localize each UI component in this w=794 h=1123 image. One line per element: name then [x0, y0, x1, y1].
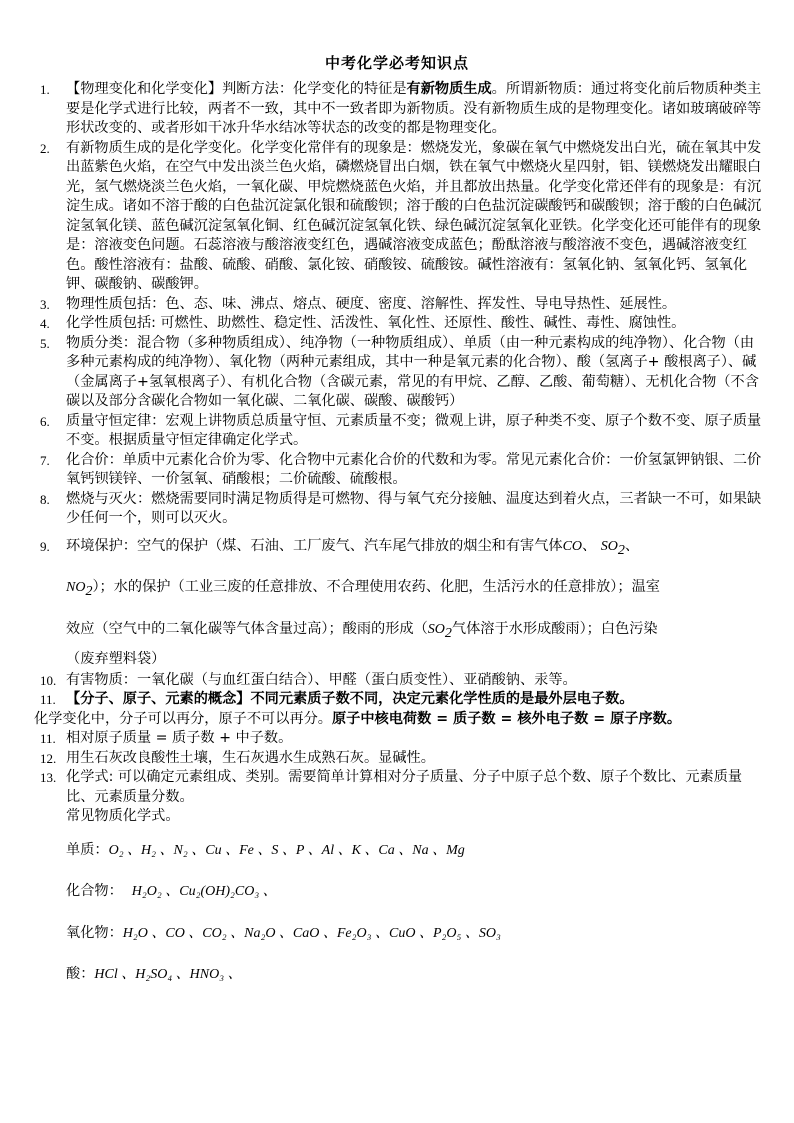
- page-title: 中考化学必考知识点: [324, 54, 469, 72]
- item-text: 有害物质：一氧化碳（与血红蛋白结合）、甲醛（蛋白质变性）、亚硝酸钠、汞等。: [66, 671, 577, 688]
- list-item-environment: [40, 535, 764, 671]
- item-number: 2.: [40, 140, 50, 156]
- list-item: [40, 451, 764, 490]
- item-number: 8.: [40, 491, 50, 507]
- item-text: 化合价：单质中元素化合价为零、化合物中元素化合价的代数和为零。常见元素化合价：一价氢氯钾钠银、二价氧钙钡镁锌、一价氢氧、硝酸根；二价硫酸、硫酸根。: [66, 451, 762, 487]
- item-text: 化学性质包括: 可燃性、助燃性、稳定性、活泼性、氧化性、还原性、酸性、碱性、毒性、腐蚀性。: [66, 315, 686, 331]
- list-item: [40, 314, 764, 334]
- formula-oxides: 氧化物：H₂O 、CO 、CO₂ 、Na₂O 、CaO 、Fe₂O₃ 、CuO 、P₂O₅ 、SO₃: [66, 924, 501, 941]
- list-item: [40, 295, 764, 315]
- item-number: 11.: [40, 731, 56, 747]
- item-text: 用生石灰改良酸性土壤，生石灰遇水生成熟石灰。显碱性。: [66, 749, 435, 766]
- item-number: 4.: [40, 316, 50, 331]
- formula-acids: 酸：HCl 、H₂SO₄ 、HNO₃ 、: [66, 966, 242, 983]
- item-text: 化学式: 可以确定元素组成、类别。需要简单计算相对分子质量、分子中原子总个数、原子个数比、元素质量比、元素质量分数。 常见物质化学式。: [66, 769, 743, 825]
- formula-elements: 单质：O₂ 、H₂ 、N₂ 、Cu 、Fe 、S 、P 、Al 、K 、Ca 、Na 、Mg: [66, 841, 465, 858]
- list-item: [40, 749, 764, 769]
- item-text: 相对原子质量 = 质子数 + 中子数。: [66, 730, 293, 747]
- list-item: [40, 490, 764, 529]
- item-number: 9.: [40, 538, 50, 554]
- list-item: [40, 139, 764, 295]
- formula-compounds: 化合物： H₂O₂ 、Cu₂(OH)₂CO₃ 、: [66, 883, 277, 900]
- item-number: 7.: [40, 452, 50, 468]
- item-text: 有新物质生成的是化学变化。化学变化常伴有的现象是：燃烧发光，象碳在氧气中燃烧发出白光，硫在氧其中发出蓝紫色火焰，在空气中发出淡兰色火焰，磷燃烧冒出白烟，铁在氧气中燃烧火星四射，铝、镁燃烧发出耀眼白光，氢气燃烧淡兰色火焰，一氧化碳、甲烷燃烧蓝色火焰，并且都放出热量。化学变化常还伴有的现象是：有沉淀生成。诸如不溶于酸的白色盐沉淀氯化银和硫酸钡；溶于酸的白色盐沉淀碳酸钙和碳酸钡；溶于酸的白色碱沉淀氢氧化镁、蓝色碱沉淀氢氧化铜、红色碱沉淀氢氧化铁、绿色碱沉淀氢氧化亚铁。化学变化还可能伴有的现象是：溶液变色问题。石蕊溶液与酸溶液变红色，遇碱溶液变成蓝色；酚酞溶液与酸溶液不变色，遇碱溶液变红色。酸性溶液有：盐酸、硫酸、硝酸、氯化铵、硝酸铵、硫酸铵。碱性溶液有：氢氧化钠、氢氧化钙、氢氧化钾、碳酸钠、碳酸钾。: [66, 139, 762, 292]
- item-number: 5.: [40, 335, 50, 351]
- item-text: 物质分类：混合物（多种物质组成）、纯净物（一种物质组成）、单质（由一种元素构成的纯净物）、化合物（由多种元素构成的纯净物）、氧化物（两种元素组成，其中一种是氧元素的化合物）、酸（氢离子+ 酸根离子）、碱（金属离子+氢氧根离子）、有机化合物（含碳元素，常见的有甲烷、乙醇、乙酸、葡萄糖）、无机化合物（不含碳以及部分含碳化合物如一氧化碳、二氧化碳、碳酸、碳酸钙）: [66, 334, 759, 409]
- list-item: [40, 690, 764, 710]
- item-number: 11.: [40, 692, 56, 708]
- item-text: 【物理变化和化学变化】判断方法：化学变化的特征是有新物质生成。所谓新物质：通过将变化前后物质种类主要是化学式进行比较，两者不一致，其中不一致者即为新物质。没有新物质生成的是物理变化。诸如玻璃破碎等形状改变的、或者形如干冰升华水结冰等状态的改变的都是物理变化。: [66, 81, 762, 136]
- list-item: [40, 334, 764, 412]
- item-text: 燃烧与灭火：燃烧需要同时满足物质得是可燃物、得与氧气充分接触、温度达到着火点，三者缺一不可，如果缺少任何一个，则可以灭火。: [66, 490, 762, 526]
- list-item: [40, 729, 764, 749]
- paragraph: 化学变化中，分子可以再分，原子不可以再分。原子中核电荷数 = 质子数 = 核外电子数 = 原子序数。: [34, 710, 682, 727]
- document-body: [34, 80, 764, 985]
- item-text: 质量守恒定律：宏观上讲物质总质量守恒、元素质量不变；微观上讲，原子种类不变、原子个数不变、原子质量不变。根据质量守恒定律确定化学式。: [66, 412, 762, 448]
- item-number: 10.: [40, 672, 57, 688]
- item-text: 物理性质包括：色、态、味、沸点、熔点、硬度、密度、溶解性、挥发性、导电导热性、延展性。: [66, 295, 677, 312]
- item-number: 12.: [40, 750, 57, 766]
- item-text: 【分子、原子、元素的概念】不同元素质子数不同，决定元素化学性质的是最外层电子数。: [66, 691, 634, 708]
- list-item: [40, 768, 764, 827]
- list-item: [40, 671, 764, 691]
- item-number: 13.: [40, 770, 57, 786]
- item-number: 1.: [40, 82, 50, 97]
- list-item: [40, 80, 764, 139]
- item-text: 环境保护：空气的保护（煤、石油、工厂废气、汽车尾气排放的烟尘和有害气体CO、 $SO_2$、 $NO_2$）；水的保护（工业三废的任意排放、不合理使用农药、化肥，生活污水的任意排放）；温室 效应（空气中的二氧化碳等气体含量过高）；酸雨的形成（$SO_2$气体溶于水形成酸雨）；白色污染 （废弃塑料袋）: [66, 537, 660, 667]
- list-item: [40, 412, 764, 451]
- item-number: 3.: [40, 296, 50, 312]
- item-number: 6.: [40, 413, 50, 429]
